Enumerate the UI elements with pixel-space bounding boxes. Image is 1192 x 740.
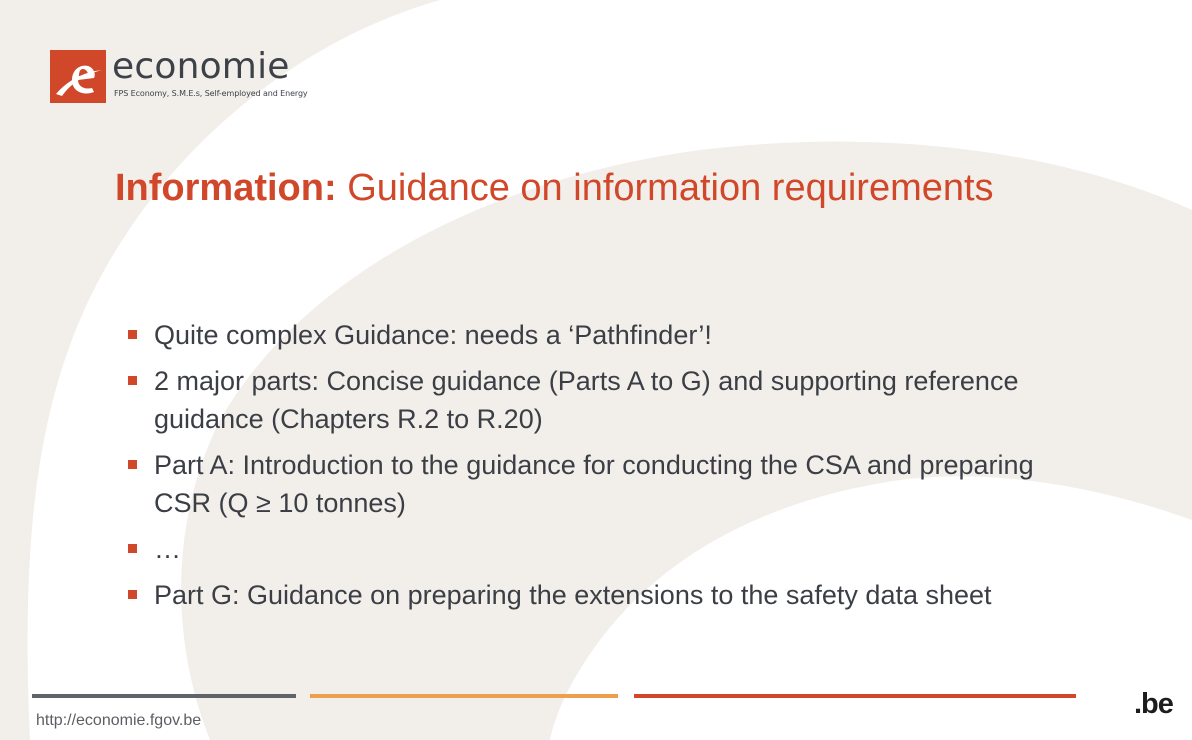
slide-title: [115, 163, 1015, 213]
bullet-square-icon: [128, 376, 137, 385]
bullet-square-icon: [128, 590, 137, 599]
bullet-square-icon: [128, 544, 137, 553]
footer-url[interactable]: http://economie.fgov.be: [36, 712, 202, 729]
slide-title-rest: Guidance on information requirements: [336, 167, 994, 209]
bullet-text: Part A: Introduction to the guidance for conducting the CSA and preparing CSR (Q ≥ 10 tonnes): [154, 450, 1034, 518]
bullet-item: [128, 576, 1063, 614]
bullet-square-icon: [128, 330, 137, 339]
bullet-item: [128, 316, 1063, 354]
bullet-item: [128, 362, 1063, 438]
footer-divider-red: [634, 694, 1076, 698]
footer-divider-dark: [32, 694, 296, 698]
footer-divider-orange: [310, 694, 618, 698]
bullet-text: …: [154, 534, 181, 564]
bullet-list: [128, 316, 1063, 622]
bullet-item: [128, 446, 1063, 522]
logo-wordmark: economie: [112, 46, 290, 87]
bullet-text: 2 major parts: Concise guidance (Parts A to G) and supporting reference guidance (Chapters R.2 to R.20): [154, 366, 1019, 434]
be-logo: .be: [1134, 688, 1173, 720]
logo-subtitle: FPS Economy, S.M.E.s, Self-employed and Energy: [114, 89, 308, 98]
economie-e-icon: [50, 50, 106, 103]
bullet-text: Quite complex Guidance: needs a ‘Pathfinder’!: [154, 320, 712, 350]
bullet-square-icon: [128, 460, 137, 469]
economie-logo: [50, 46, 320, 106]
slide-title-strong: Information:: [115, 167, 337, 209]
bullet-item: [128, 530, 1063, 568]
bullet-text: Part G: Guidance on preparing the extensions to the safety data sheet: [154, 580, 992, 610]
